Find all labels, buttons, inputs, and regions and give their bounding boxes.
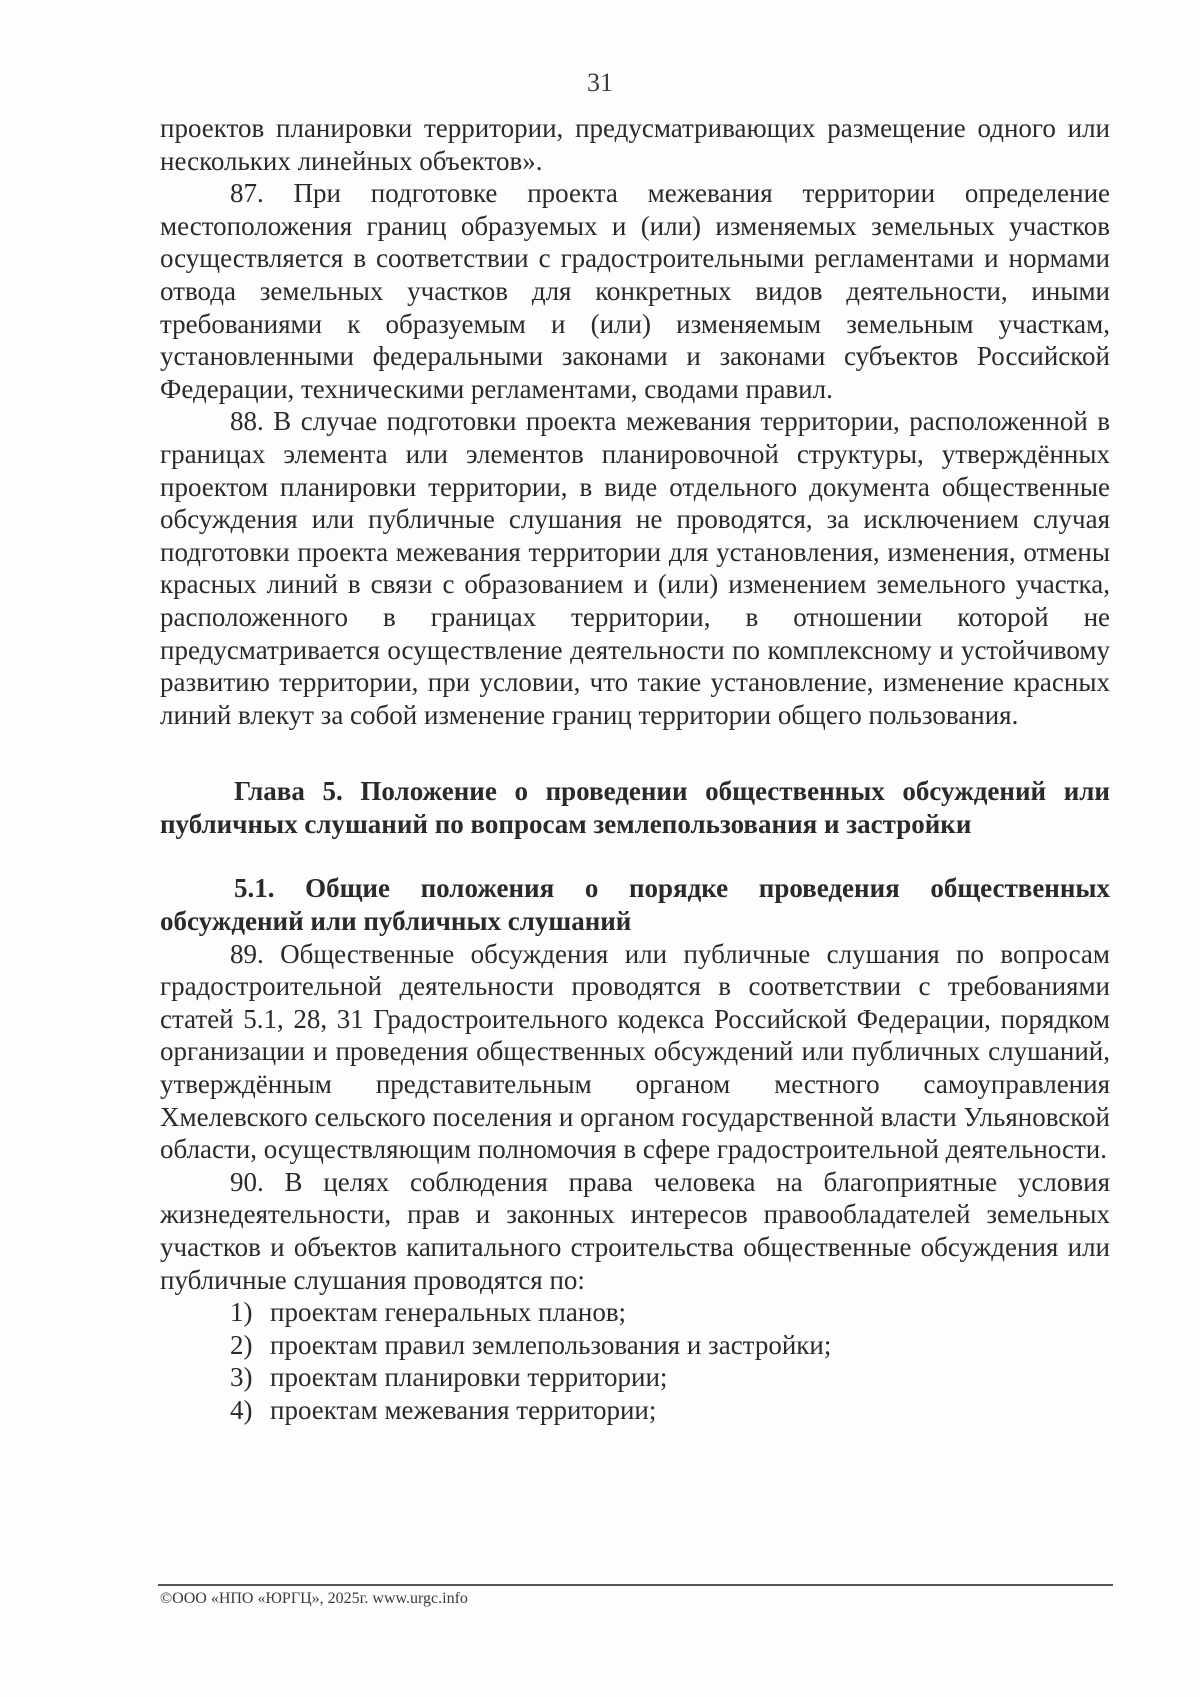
list-item-text: проектам планировки территории; [270,1362,668,1393]
list-item-text: проектам правил землепользования и застройки; [270,1329,832,1360]
list-item-number: 2) [230,1329,253,1360]
document-body [160,112,1110,1427]
list-item-number: 3) [230,1362,253,1393]
list-item [160,1394,1110,1427]
paragraph-90: 90. В целях соблюдения права человека на благоприятные условия жизнедеятельности, прав и законных интересов правообладателей земельных участков и объектов капитального строительства общественные обсуждения или публичные слушания проводятся по: [160,1166,1110,1295]
list-item [160,1329,1110,1362]
section-heading: 5.1. Общие положения о порядке проведения общественных обсуждений или публичных слушаний [160,873,1110,937]
list-item-number: 4) [230,1394,253,1425]
list-item-number: 1) [230,1297,253,1328]
paragraph-87: 87. При подготовке проекта межевания территории определение местоположения границ образуемых и (или) изменяемых земельных участков осуществляется в соответствии с градостроительными регламентами и нормами отвода земельных участков для конкретных видов деятельности, иными требованиями к образуемым и (или) изменяемым земельным участкам, установленными федеральными законами и законами субъектов Российской Федерации, техническими регламентами, сводами правил. [160,178,1110,404]
list [160,1296,1110,1426]
list-item-text: проектам межевания территории; [270,1394,657,1425]
list-item-text: проектам генеральных планов; [270,1297,627,1328]
footer-copyright: ©ООО «НПО «ЮРГЦ», 2025г. www.urgc.info [160,1590,468,1607]
list-item [160,1296,1110,1329]
page-number: 31 [587,68,613,97]
paragraph-88: 88. В случае подготовки проекта межевания территории, расположенной в границах элемента или элементов планировочной структуры, утверждённых проектом планировки территории, в виде отдельного документа общественные обсуждения или публичные слушания не проводятся, за исключением случая подготовки проекта межевания территории для установления, изменения, отмены красных линий в связи с образованием и (или) изменением земельного участка, расположенного в границах территории, в отношении которой не предусматривается осуществление деятельности по комплексному и устойчивому развитию территории, при условии, что такие установление, изменение красных линий влекут за собой изменение границ территории общего пользования. [160,406,1110,730]
footer-divider [158,1584,1113,1586]
paragraph-continuation: проектов планировки территории, предусматривающих размещение одного или нескольких линейных объектов». [160,113,1110,176]
chapter-heading: Глава 5. Положение о проведении общественных обсуждений или публичных слушаний по вопросам землепользования и застройки [160,776,1110,839]
list-item [160,1361,1110,1394]
paragraph-89: 89. Общественные обсуждения или публичные слушания по вопросам градостроительной деятельности проводятся в соответствии с требованиями статей 5.1, 28, 31 Градостроительного кодекса Российской Федерации, порядком организации и проведения общественных обсуждений или публичных слушаний, утверждённым представительным органом местного самоуправления Хмелевского сельского поселения и органом государственной власти Ульяновской области, осуществляющим полномочия в сфере градостроительной деятельности. [160,938,1110,1165]
